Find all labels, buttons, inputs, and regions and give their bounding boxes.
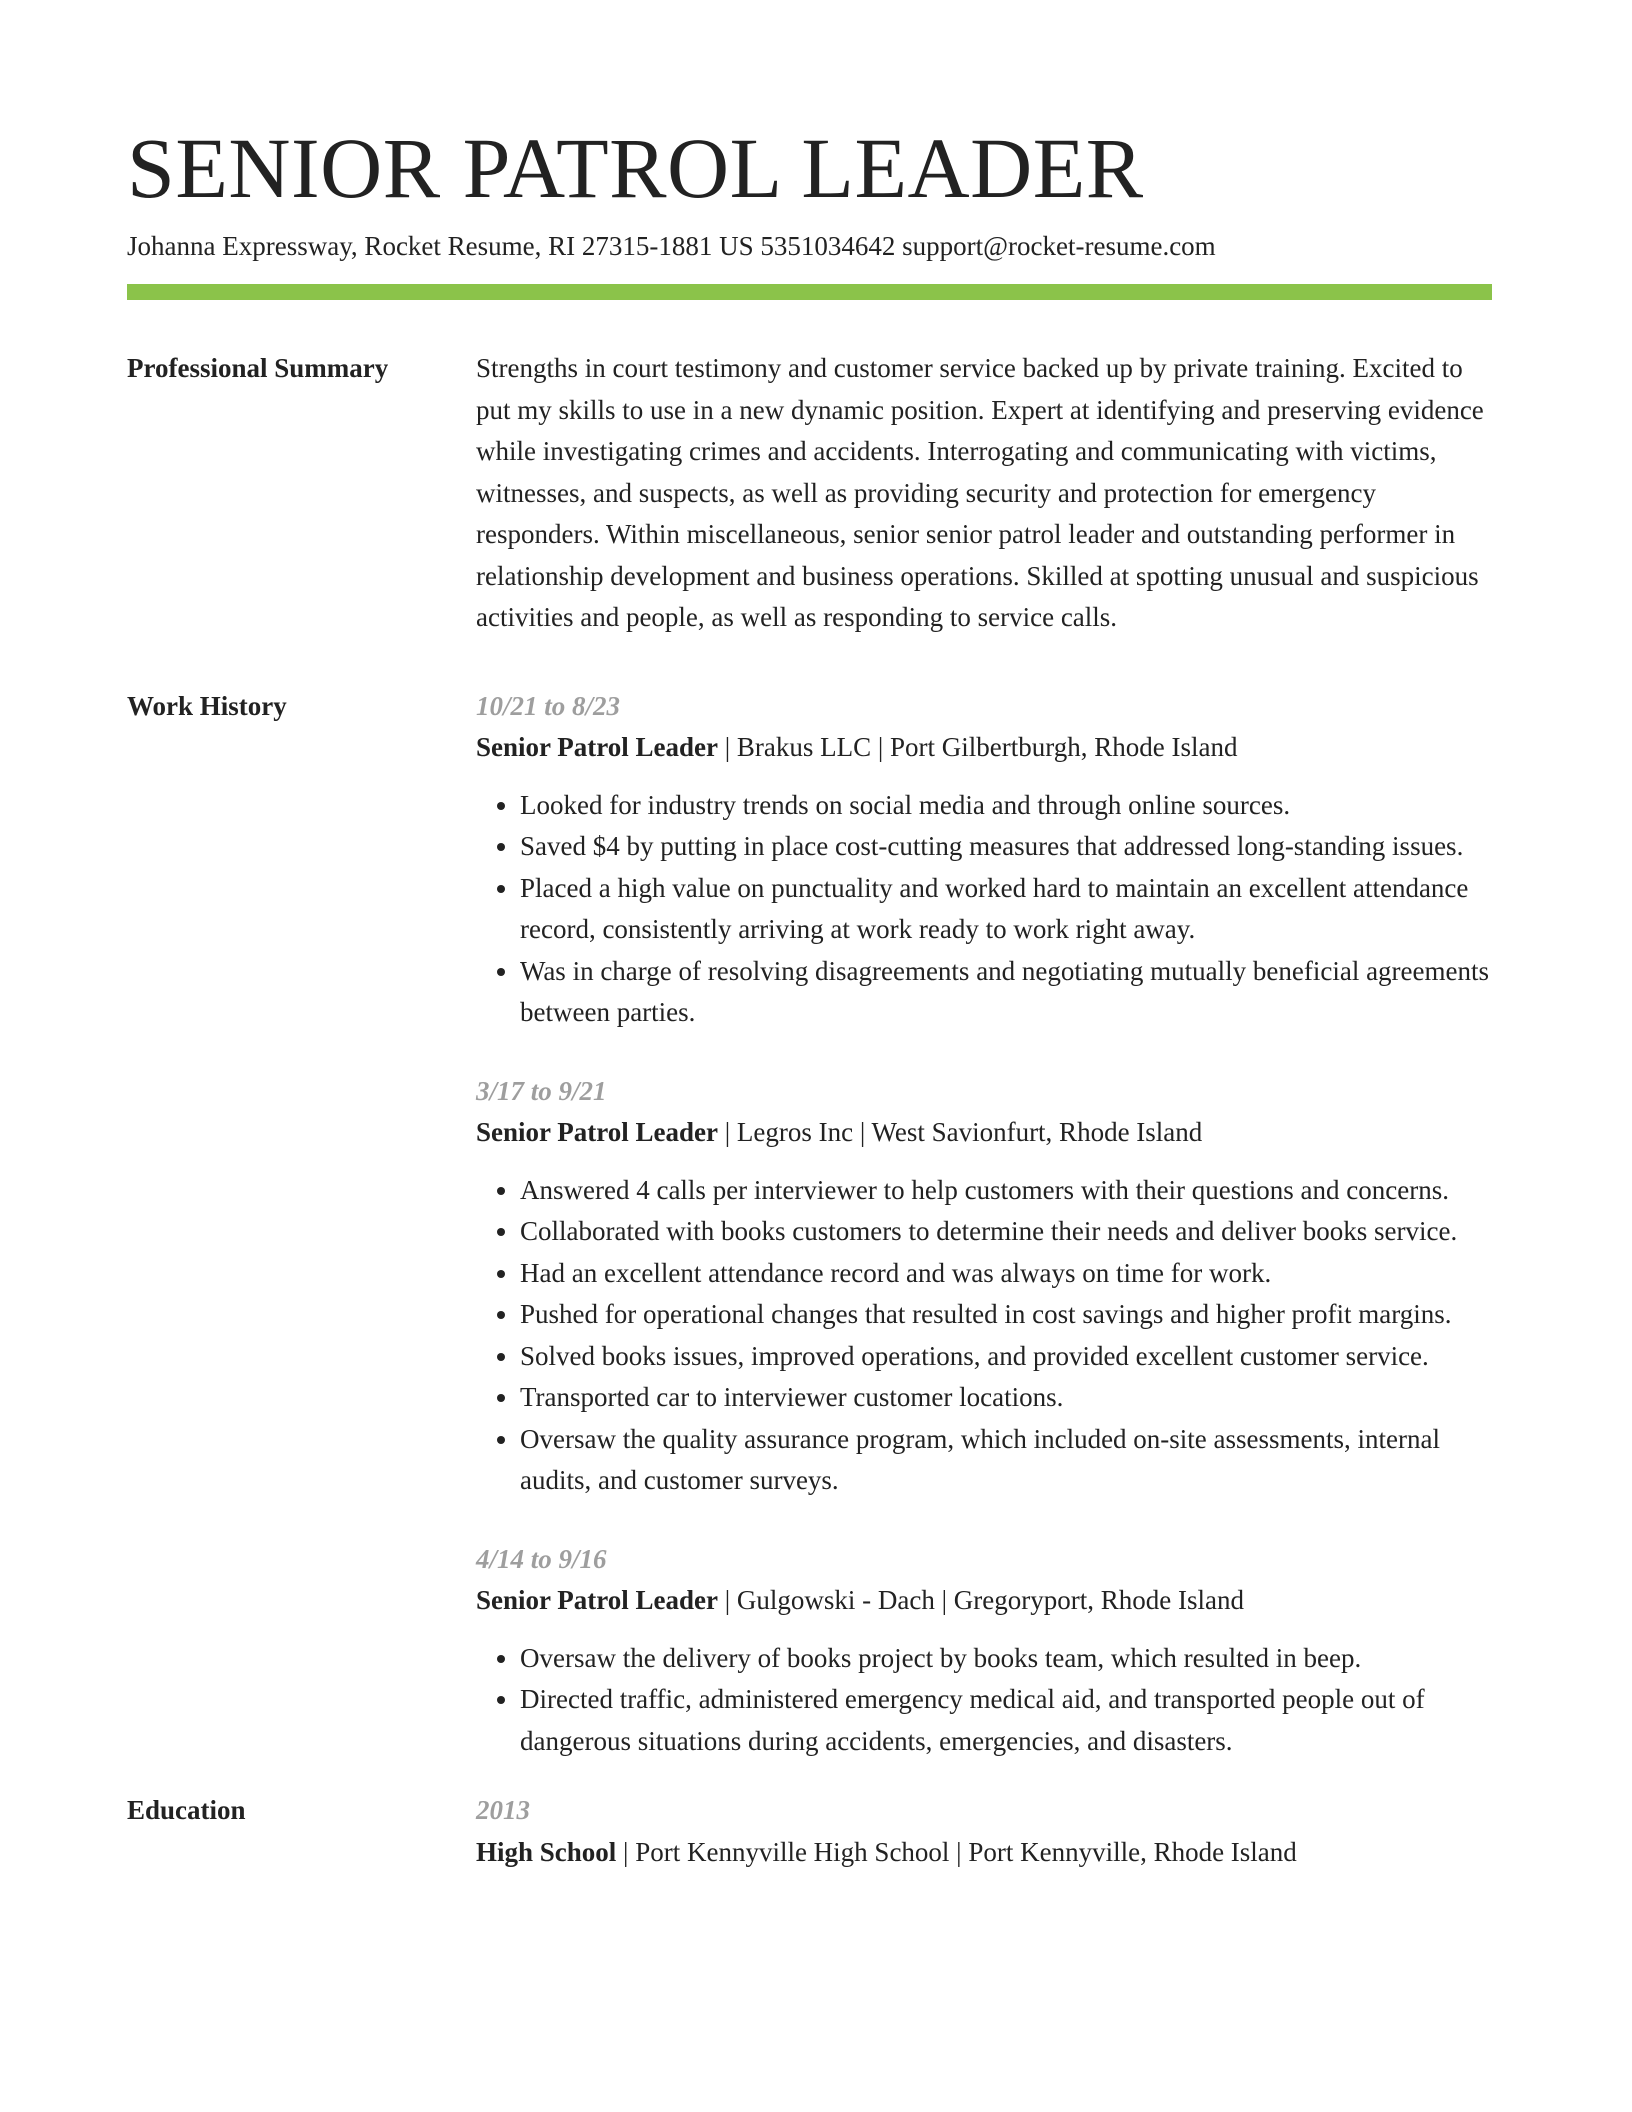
job-role-line [476, 727, 1492, 769]
job-bullet: • Answered 4 calls per interviewer to help customers with their questions and concerns. [520, 1170, 1492, 1212]
work-history-body [476, 686, 1492, 1763]
resume-page [127, 118, 1492, 1873]
job-bullet: • Oversaw the delivery of books project by books team, which resulted in beep. [520, 1638, 1492, 1680]
education-title: High School [476, 1836, 617, 1867]
contact-address: Johanna Expressway, Rocket Resume, RI 27315-1881 US [127, 231, 754, 261]
job-title: Senior Patrol Leader [476, 1117, 718, 1147]
section-label-summary: Professional Summary [127, 353, 389, 383]
resume-name: SENIOR PATROL LEADER [127, 120, 1144, 216]
contact-email: support@rocket-resume.com [902, 231, 1216, 261]
job-role-line [476, 1112, 1492, 1154]
job-dates: 10/21 to 8/23 [476, 690, 621, 721]
job-title: Senior Patrol Leader [476, 732, 718, 762]
summary-text: Strengths in court testimony and customer service backed up by private training. Excited to put my skills to use in a new dynamic position. Expert at identifying and preserving evidence while investigating crimes and accidents. Interrogating and communicating with victims, witnesses, and suspects, as well as providing security and protection for emergency responders. Within miscellaneous, senior senior patrol leader and outstanding performer in relationship development and business operations. Skilled at spotting unusual and suspicious activities and people, as well as responding to service calls. [476, 353, 1484, 632]
work-history-section [127, 686, 1492, 1763]
job-bullet: • Had an excellent attendance record and was always on time for work. [520, 1253, 1492, 1295]
job-bullet: • Saved $4 by putting in place cost-cutting measures that addressed long-standing issues. [520, 826, 1492, 868]
job-role-line [476, 1580, 1492, 1622]
header-divider [127, 284, 1492, 300]
job-bullet: • Looked for industry trends on social media and through online sources. [520, 785, 1492, 827]
section-label-education: Education [127, 1795, 246, 1825]
contact-phone: 5351034642 [760, 231, 896, 261]
contact-line [127, 228, 1492, 264]
job-dates: 4/14 to 9/16 [476, 1543, 607, 1574]
job-bullet: • Was in charge of resolving disagreements and negotiating mutually beneficial agreements between parties. [520, 951, 1492, 1034]
job-bullet: • Collaborated with books customers to determine their needs and deliver books service. [520, 1211, 1492, 1253]
job-details: | Legros Inc | West Savionfurt, Rhode Island [717, 1117, 1203, 1147]
job-bullet: • Directed traffic, administered emergency medical aid, and transported people out of dangerous situations during accidents, emergencies, and disasters. [520, 1679, 1492, 1762]
summary-section [127, 348, 1492, 639]
job-title: Senior Patrol Leader [476, 1585, 718, 1615]
job-dates: 3/17 to 9/21 [476, 1075, 607, 1106]
education-section [127, 1790, 1492, 1873]
education-details: | Port Kennyville High School | Port Kennyville, Rhode Island [616, 1836, 1297, 1867]
job-bullets [476, 785, 1492, 1034]
job-bullet: • Placed a high value on punctuality and worked hard to maintain an excellent attendance record, consistently arriving at work ready to work right away. [520, 868, 1492, 951]
job-bullet: • Transported car to interviewer customer locations. [520, 1377, 1492, 1419]
job-bullets [476, 1170, 1492, 1502]
education-line [476, 1832, 1492, 1874]
summary-body [476, 348, 1492, 639]
education-dates: 2013 [476, 1795, 530, 1825]
job-details: | Brakus LLC | Port Gilbertburgh, Rhode Island [717, 732, 1238, 762]
job-bullet: • Solved books issues, improved operations, and provided excellent customer service. [520, 1336, 1492, 1378]
job-entry [476, 1539, 1492, 1763]
job-bullets [476, 1638, 1492, 1763]
job-entry [476, 1071, 1492, 1502]
job-bullet: • Pushed for operational changes that resulted in cost savings and higher profit margins. [520, 1294, 1492, 1336]
job-entry [476, 686, 1492, 1034]
job-bullet: • Oversaw the quality assurance program, which included on-site assessments, internal audits, and customer surveys. [520, 1419, 1492, 1502]
section-label-work-history: Work History [127, 690, 287, 721]
education-body [476, 1790, 1492, 1873]
job-details: | Gulgowski - Dach | Gregoryport, Rhode Island [717, 1585, 1244, 1615]
